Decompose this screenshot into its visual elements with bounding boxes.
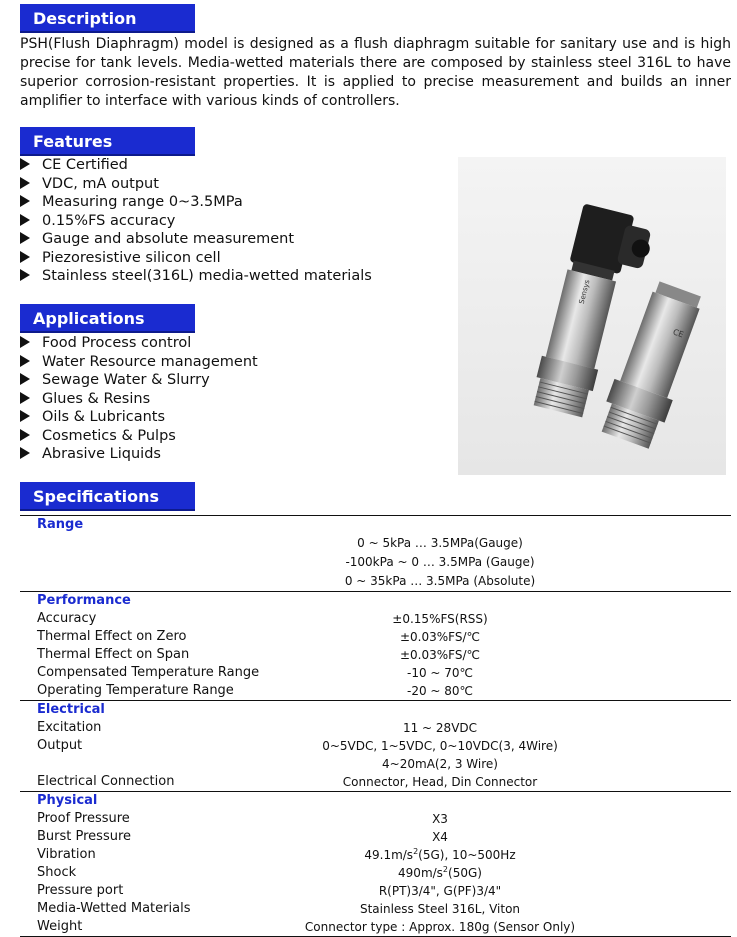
performance-row — [20, 610, 731, 628]
shock-value — [398, 864, 482, 882]
feature-item-label: Measuring range 0~3.5MPa — [42, 194, 243, 210]
triangle-bullet-icon — [20, 177, 30, 189]
pressure-transmitter-image — [458, 157, 726, 475]
triangle-bullet-icon — [20, 336, 30, 348]
connection-value: Connector, Head, Din Connector — [342, 775, 538, 789]
applications-header: Applications — [20, 304, 195, 333]
applications-list — [20, 334, 258, 464]
output-value-voltage: 0~5VDC, 1~5VDC, 0~10VDC(3, 4Wire) — [322, 739, 558, 753]
shock-row — [20, 864, 731, 882]
performance-value: ±0.03%FS/℃ — [399, 630, 481, 644]
feature-item-label: Piezoresistive silicon cell — [42, 249, 221, 266]
triangle-bullet-icon — [20, 232, 30, 244]
materials-value: Stainless Steel 316L, Viton — [359, 902, 521, 916]
materials-label: Media-Wetted Materials — [37, 901, 191, 916]
connection-label: Electrical Connection — [37, 774, 175, 789]
performance-label: Thermal Effect on Zero — [37, 629, 187, 644]
specifications-table — [20, 515, 731, 937]
feature-item-label: 0.15%FS accuracy — [42, 212, 176, 229]
port-value: R(PT)3/4", G(PF)3/4" — [378, 884, 502, 898]
performance-label: Operating Temperature Range — [37, 683, 234, 698]
application-item — [20, 390, 258, 409]
application-item-label: Food Process control — [42, 335, 192, 351]
feature-item — [20, 175, 372, 194]
range-row — [20, 553, 731, 572]
burst-value: X4 — [432, 830, 448, 844]
output-row — [20, 737, 731, 755]
range-row — [20, 534, 731, 553]
physical-section-title: Physical — [20, 791, 731, 810]
output-row-2 — [20, 755, 731, 773]
performance-row — [20, 628, 731, 646]
weight-row — [20, 918, 731, 937]
performance-value: ±0.03%FS/℃ — [399, 648, 481, 662]
triangle-bullet-icon — [20, 269, 30, 281]
performance-value: ±0.15%FS(RSS) — [392, 612, 488, 626]
vibration-value-rest: (5G), 10~500Hz — [418, 848, 516, 862]
materials-row — [20, 900, 731, 918]
brand-mark: Sensys — [577, 278, 592, 305]
application-item-label: Cosmetics & Pulps — [42, 427, 176, 444]
description-text: PSH(Flush Diaphragm) model is designed as a flush diaphragm suitable for sanitary use and is high precise for tank levels. Media-wetted materials there are composed by stainless steel 316L to have superior corrosion-resistant properties. It is applied to precise measurement and builds an inner amplifier to interface with various kinds of controllers. — [20, 36, 731, 109]
range-section-title: Range — [20, 515, 731, 534]
vibration-label: Vibration — [37, 847, 96, 862]
burst-row — [20, 828, 731, 846]
application-item — [20, 371, 258, 390]
application-item — [20, 353, 258, 372]
weight-label: Weight — [37, 919, 83, 934]
performance-value: -20 ~ 80℃ — [406, 684, 474, 698]
performance-row — [20, 646, 731, 664]
performance-row — [20, 682, 731, 700]
feature-item — [20, 156, 372, 175]
proof-value: X3 — [432, 812, 448, 826]
range-value-3: 0 ~ 35kPa … 3.5MPa (Absolute) — [344, 574, 536, 588]
specifications-header: Specifications — [20, 482, 195, 511]
application-item — [20, 408, 258, 427]
performance-label: Thermal Effect on Span — [37, 647, 190, 662]
triangle-bullet-icon — [20, 410, 30, 422]
excitation-row — [20, 719, 731, 737]
performance-row — [20, 664, 731, 682]
shock-value-rest: (50G) — [448, 866, 482, 880]
connection-row — [20, 773, 731, 791]
feature-item-label: VDC, mA output — [42, 175, 159, 192]
performance-rows — [20, 610, 731, 700]
description-header: Description — [20, 4, 195, 33]
triangle-bullet-icon — [20, 195, 30, 207]
port-label: Pressure port — [37, 883, 124, 898]
triangle-bullet-icon — [20, 251, 30, 263]
vibration-value-main: 49.1m/s — [364, 848, 414, 862]
triangle-bullet-icon — [20, 447, 30, 459]
feature-item — [20, 249, 372, 268]
output-value-current: 4~20mA(2, 3 Wire) — [382, 757, 498, 771]
feature-item-label: Gauge and absolute measurement — [42, 231, 295, 247]
triangle-bullet-icon — [20, 355, 30, 367]
features-list — [20, 156, 372, 286]
port-row — [20, 882, 731, 900]
triangle-bullet-icon — [20, 158, 30, 170]
vibration-exponent: 2 — [413, 847, 419, 856]
shock-value-main: 490m/s — [398, 866, 443, 880]
application-item-label: Water Resource management — [42, 353, 258, 370]
feature-item — [20, 212, 372, 231]
performance-section-title: Performance — [20, 591, 731, 610]
features-header: Features — [20, 127, 195, 156]
product-photo — [458, 157, 726, 475]
triangle-bullet-icon — [20, 429, 30, 441]
ce-mark: CE — [671, 327, 685, 340]
weight-value: Connector type : Approx. 180g (Sensor Only) — [304, 920, 576, 934]
application-item-label: Abrasive Liquids — [42, 446, 161, 462]
excitation-label: Excitation — [37, 720, 102, 735]
electrical-section-title: Electrical — [20, 700, 731, 719]
performance-value: -10 ~ 70℃ — [406, 666, 474, 680]
feature-item — [20, 230, 372, 249]
triangle-bullet-icon — [20, 373, 30, 385]
triangle-bullet-icon — [20, 392, 30, 404]
application-item-label: Glues & Resins — [42, 390, 151, 407]
proof-row — [20, 810, 731, 828]
application-item-label: Oils & Lubricants — [42, 409, 166, 425]
application-item-label: Sewage Water & Slurry — [42, 372, 210, 388]
excitation-value: 11 ~ 28VDC — [402, 721, 478, 735]
application-item — [20, 445, 258, 464]
application-item — [20, 334, 258, 353]
shock-exponent: 2 — [442, 865, 449, 874]
proof-label: Proof Pressure — [37, 811, 130, 826]
output-label: Output — [37, 738, 83, 753]
triangle-bullet-icon — [20, 214, 30, 226]
performance-label: Accuracy — [37, 611, 97, 626]
range-value-1: 0 ~ 5kPa … 3.5MPa(Gauge) — [357, 536, 523, 550]
shock-label: Shock — [37, 865, 77, 880]
feature-item-label: CE Certified — [42, 157, 128, 173]
burst-label: Burst Pressure — [37, 829, 132, 844]
vibration-value — [364, 846, 515, 864]
feature-item — [20, 267, 372, 286]
feature-item — [20, 193, 372, 212]
vibration-row — [20, 846, 731, 864]
range-row — [20, 572, 731, 591]
performance-label: Compensated Temperature Range — [37, 665, 260, 680]
application-item — [20, 427, 258, 446]
feature-item-label: Stainless steel(316L) media-wetted materials — [42, 268, 372, 284]
range-value-2: -100kPa ~ 0 … 3.5MPa (Gauge) — [345, 555, 535, 569]
